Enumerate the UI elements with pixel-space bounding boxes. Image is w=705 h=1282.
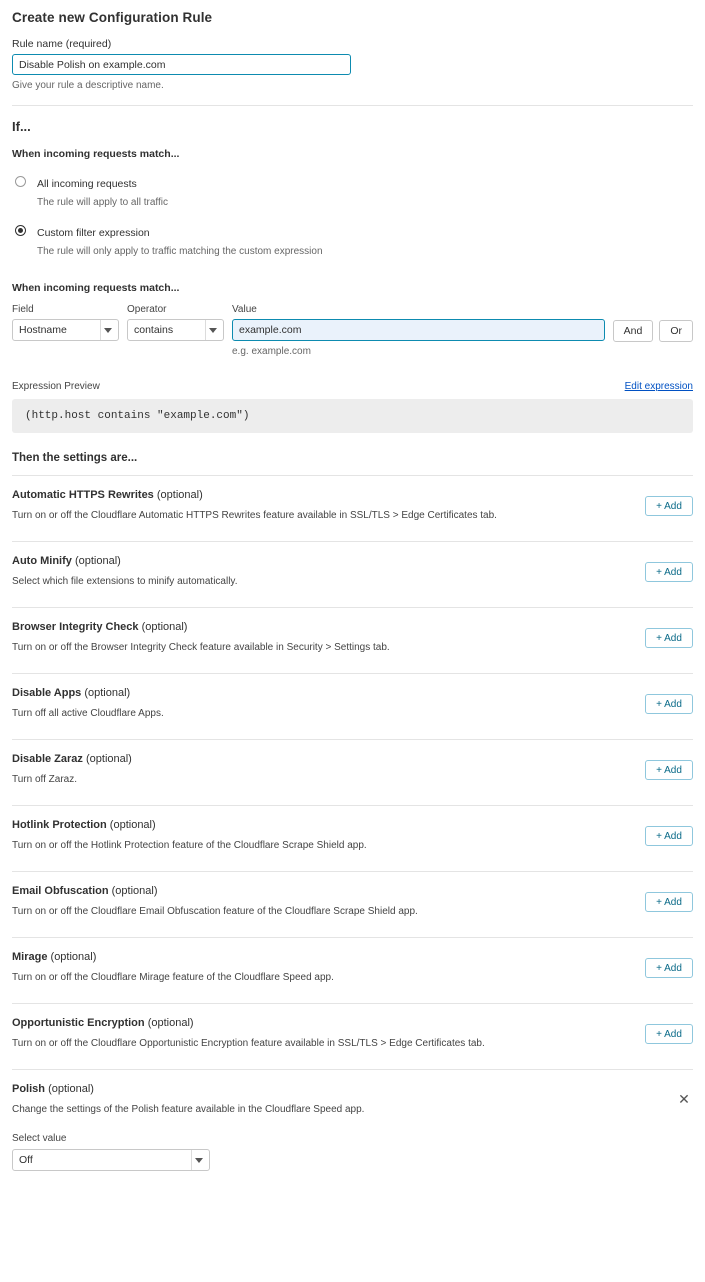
setting-name: Disable Zaraz: [12, 753, 83, 765]
divider-1: [12, 105, 693, 106]
value-hint: e.g. example.com: [232, 346, 311, 357]
expression-preview-title: Expression Preview: [12, 381, 100, 392]
setting-optional: (optional): [147, 1017, 194, 1029]
setting-optional: (optional): [74, 555, 121, 567]
setting-optional: (optional): [111, 885, 158, 897]
setting-name: Automatic HTTPS Rewrites: [12, 489, 154, 501]
setting-title: [12, 951, 693, 963]
radio-option-all-incoming-requests[interactable]: [12, 174, 693, 209]
radio-icon-custom-filter-expression[interactable]: [15, 225, 26, 236]
radio-option-custom-filter-expression[interactable]: [12, 223, 693, 258]
add-setting-button[interactable]: + Add: [645, 496, 693, 516]
setting-name: Email Obfuscation: [12, 885, 109, 897]
setting-name: Browser Integrity Check: [12, 621, 139, 633]
polish-select-label: Select value: [12, 1133, 67, 1144]
add-setting-button[interactable]: + Add: [645, 826, 693, 846]
value-column: [232, 304, 605, 357]
rule-name-label: Rule name (required): [12, 38, 112, 50]
radio-description-custom-filter-expression: The rule will only apply to traffic matching the custom expression: [37, 246, 323, 257]
or-button[interactable]: Or: [659, 320, 693, 342]
if-section-heading: If...: [12, 119, 31, 134]
setting-optional: (optional): [141, 621, 188, 633]
polish-value-select[interactable]: [12, 1149, 210, 1171]
operator-select[interactable]: [127, 319, 224, 341]
polish-value-select-value: Off: [19, 1154, 33, 1166]
setting-row: [12, 805, 693, 871]
add-setting-button[interactable]: + Add: [645, 760, 693, 780]
setting-row: [12, 607, 693, 673]
setting-description: Turn on or off the Cloudflare Mirage feature of the Cloudflare Speed app.: [12, 972, 334, 983]
setting-row: [12, 739, 693, 805]
add-setting-button[interactable]: + Add: [645, 694, 693, 714]
expression-preview-code: (http.host contains "example.com"): [12, 399, 693, 433]
setting-title: [12, 819, 693, 831]
value-label: Value: [232, 304, 257, 315]
and-button[interactable]: And: [613, 320, 654, 342]
setting-optional: (optional): [85, 753, 132, 765]
setting-name: Polish: [12, 1083, 46, 1095]
setting-row: [12, 475, 693, 541]
setting-name: Auto Minify: [12, 555, 72, 567]
setting-optional: (optional): [156, 489, 203, 501]
setting-title: [12, 753, 693, 765]
setting-description: Select which file extensions to minify automatically.: [12, 576, 238, 587]
polish-select-separator: [191, 1150, 192, 1170]
setting-description: Turn on or off the Cloudflare Automatic HTTPS Rewrites feature available in SSL/TLS > Edge Certificates tab.: [12, 510, 497, 521]
page-title: Create new Configuration Rule: [12, 10, 213, 25]
filter-subheading: When incoming requests match...: [12, 282, 180, 294]
setting-description: Change the settings of the Polish feature available in the Cloudflare Speed app.: [12, 1104, 365, 1115]
if-section-subheading: When incoming requests match...: [12, 148, 180, 160]
value-input[interactable]: [232, 319, 605, 341]
setting-optional: (optional): [109, 819, 156, 831]
radio-icon-all-incoming-requests[interactable]: [15, 176, 26, 187]
field-select[interactable]: [12, 319, 119, 341]
operator-column: [127, 304, 224, 341]
setting-name: Disable Apps: [12, 687, 82, 699]
close-icon[interactable]: ✕: [678, 1091, 690, 1107]
setting-title: [12, 687, 693, 699]
radio-label-all-incoming-requests: All incoming requests: [37, 178, 137, 190]
setting-description: Turn on or off the Cloudflare Email Obfuscation feature of the Cloudflare Scrape Shield app.: [12, 906, 418, 917]
filter-builder-row: [12, 304, 693, 357]
setting-description: Turn on or off the Cloudflare Opportunistic Encryption feature available in SSL/TLS > Edge Certificates tab.: [12, 1038, 485, 1049]
chevron-down-icon: [195, 1158, 203, 1163]
setting-name: Mirage: [12, 951, 48, 963]
operator-select-separator: [205, 320, 206, 340]
setting-title: [12, 885, 693, 897]
operator-label: Operator: [127, 304, 167, 315]
add-setting-button[interactable]: + Add: [645, 1024, 693, 1044]
setting-title: [12, 555, 693, 567]
setting-description: Turn off Zaraz.: [12, 774, 78, 785]
setting-name: Opportunistic Encryption: [12, 1017, 145, 1029]
field-column: [12, 304, 119, 341]
radio-label-custom-filter-expression: Custom filter expression: [37, 227, 150, 239]
field-select-value: Hostname: [19, 324, 67, 336]
filter-logic-buttons: [613, 304, 693, 342]
setting-title: [12, 1083, 693, 1095]
setting-description: Turn off all active Cloudflare Apps.: [12, 708, 164, 719]
setting-name: Hotlink Protection: [12, 819, 107, 831]
chevron-down-icon: [104, 328, 112, 333]
setting-row: [12, 541, 693, 607]
setting-description: Turn on or off the Browser Integrity Check feature available in Security > Settings tab.: [12, 642, 390, 653]
setting-optional: (optional): [50, 951, 97, 963]
chevron-down-icon: [209, 328, 217, 333]
rule-name-input[interactable]: [12, 54, 351, 75]
expression-preview-header: [12, 381, 693, 392]
configuration-rule-form: [0, 10, 705, 1201]
setting-row-polish: [12, 1069, 693, 1201]
setting-title: [12, 489, 693, 501]
setting-optional: (optional): [84, 687, 131, 699]
add-setting-button[interactable]: + Add: [645, 628, 693, 648]
setting-title: [12, 621, 693, 633]
rule-name-helper: Give your rule a descriptive name.: [12, 80, 164, 91]
setting-row: [12, 673, 693, 739]
radio-description-all-incoming-requests: The rule will apply to all traffic: [37, 197, 168, 208]
then-section-heading: Then the settings are...: [12, 452, 138, 464]
setting-title: [12, 1017, 693, 1029]
edit-expression-link[interactable]: Edit expression: [624, 381, 693, 392]
field-label: Field: [12, 304, 34, 315]
field-select-separator: [100, 320, 101, 340]
add-setting-button[interactable]: + Add: [645, 562, 693, 582]
add-setting-button[interactable]: + Add: [645, 892, 693, 912]
add-setting-button[interactable]: + Add: [645, 958, 693, 978]
setting-optional: (optional): [48, 1083, 94, 1095]
operator-select-value: contains: [134, 324, 174, 336]
setting-row: [12, 937, 693, 1003]
setting-row: [12, 871, 693, 937]
setting-row: [12, 1003, 693, 1069]
setting-description: Turn on or off the Hotlink Protection feature of the Cloudflare Scrape Shield app.: [12, 840, 367, 851]
